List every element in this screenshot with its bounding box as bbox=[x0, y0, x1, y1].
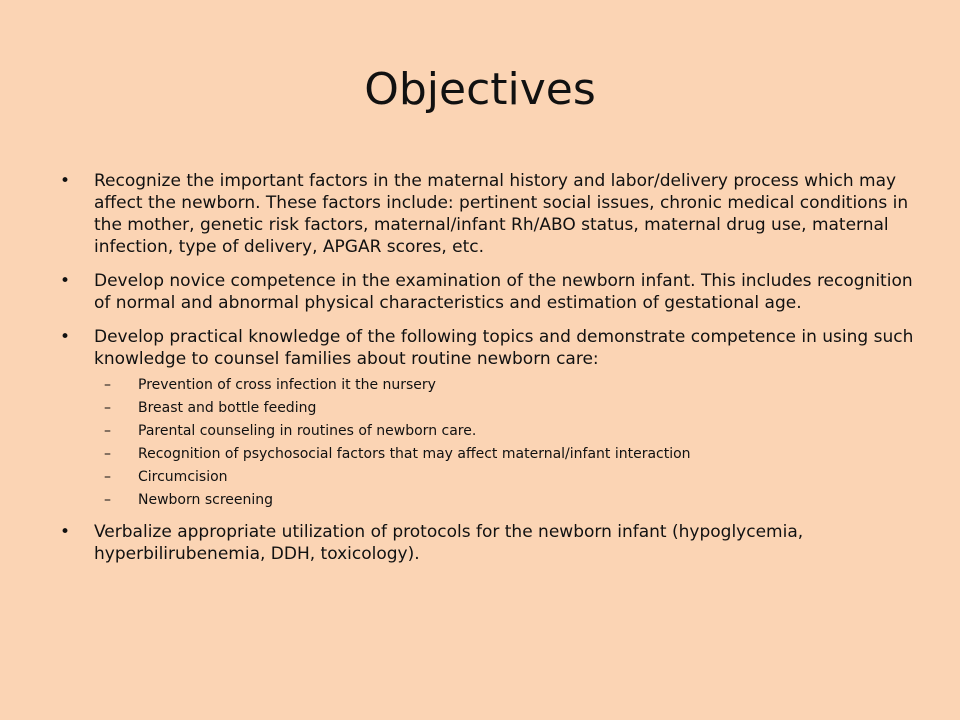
bullet-text: Develop practical knowledge of the following topics and demonstrate competence in using such knowledge to counsel families about routine newborn care: bbox=[94, 327, 914, 369]
bullet-item bbox=[58, 170, 918, 258]
sub-marker: – bbox=[104, 400, 111, 416]
bullet-marker: • bbox=[60, 171, 71, 191]
slide-title: Objectives bbox=[364, 64, 596, 115]
bullet-marker: • bbox=[60, 522, 71, 542]
bullet-item bbox=[58, 270, 918, 314]
bullet-marker: • bbox=[60, 271, 71, 291]
sub-item bbox=[94, 376, 918, 394]
bullet-text: Verbalize appropriate utilization of protocols for the newborn infant (hypoglycemia, hyperbilirubenemia, DDH, toxicology). bbox=[94, 522, 804, 564]
sub-item-text: Prevention of cross infection it the nursery bbox=[138, 377, 436, 393]
sub-marker: – bbox=[104, 446, 111, 462]
sub-marker: – bbox=[104, 423, 111, 439]
sub-item bbox=[94, 422, 918, 440]
sub-marker: – bbox=[104, 492, 111, 508]
sub-item bbox=[94, 399, 918, 417]
sub-item-text: Recognition of psychosocial factors that may affect maternal/infant interaction bbox=[138, 446, 691, 462]
sub-item-text: Parental counseling in routines of newborn care. bbox=[138, 423, 477, 439]
bullet-marker: • bbox=[60, 327, 71, 347]
topics-sublist bbox=[94, 376, 918, 509]
sub-item bbox=[94, 445, 918, 463]
bullet-item bbox=[58, 521, 918, 565]
bullet-text: Develop novice competence in the examination of the newborn infant. This includes recognition of normal and abnormal physical characteristics and estimation of gestational age. bbox=[94, 271, 913, 313]
sub-marker: – bbox=[104, 469, 111, 485]
objectives-list bbox=[58, 170, 918, 577]
sub-item-text: Newborn screening bbox=[138, 492, 274, 508]
sub-item-text: Circumcision bbox=[138, 469, 228, 485]
bullet-text: Recognize the important factors in the maternal history and labor/delivery process which may affect the newborn. These factors include: pertinent social issues, chronic medical conditions in the mother, genetic risk factors, maternal/infant Rh/ABO status, maternal drug use, maternal infection, type of delivery, APGAR scores, etc. bbox=[94, 171, 909, 257]
bullet-item bbox=[58, 326, 918, 509]
sub-item bbox=[94, 468, 918, 486]
sub-item-text: Breast and bottle feeding bbox=[138, 400, 317, 416]
sub-marker: – bbox=[104, 377, 111, 393]
sub-item bbox=[94, 491, 918, 509]
